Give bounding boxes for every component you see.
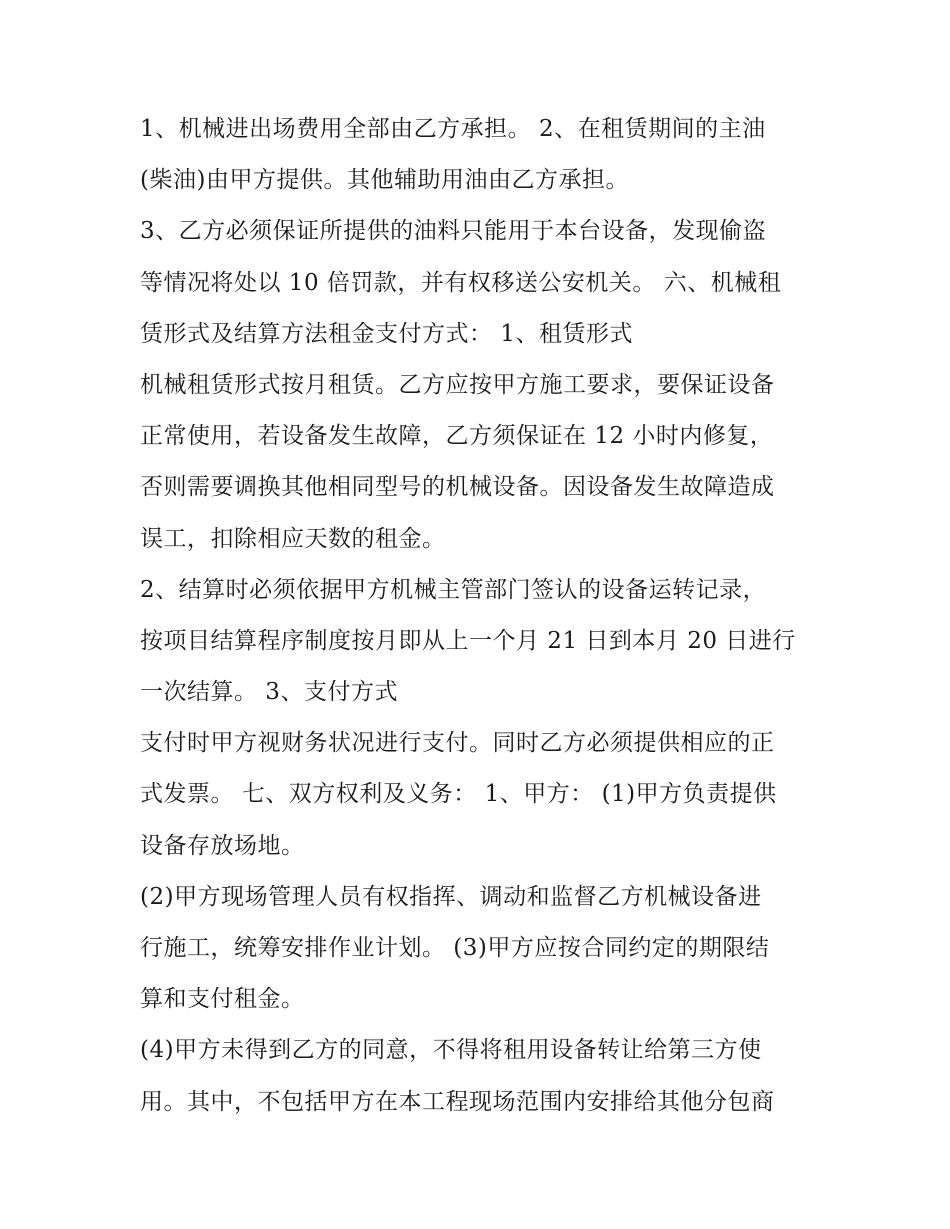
text-line: 机械租赁形式按月租赁。乙方应按甲方施工要求，要保证设备 [140,371,775,398]
text-line: 支付时甲方视财务状况进行支付。同时乙方必须提供相应的正 [140,730,775,757]
text-line: 一次结算。 3、支付方式 [140,679,398,706]
body-text [140,104,840,1128]
text-line: 等情况将处以 10 倍罚款，并有权移送公安机关。 六、机械租 [140,269,782,296]
text-line: 3、乙方必须保证所提供的油料只能用于本台设备，发现偷盗 [140,218,767,245]
text-line: 用。其中，不包括甲方在本工程现场范围内安排给其他分包商 [140,1088,775,1115]
text-line: 2、结算时必须依据甲方机械主管部门签认的设备运转记录， [140,576,767,603]
text-line: 赁形式及结算方法租金支付方式： 1、租赁形式 [140,320,633,347]
text-line: 设备存放场地。 [140,832,305,859]
text-line: 式发票。 七、双方权利及义务： 1、甲方： (1)甲方负责提供 [140,781,777,808]
text-line: (4)甲方未得到乙方的同意，不得将租用设备转让给第三方使 [140,1037,762,1064]
text-line: (柴油)由甲方提供。其他辅助用油由乙方承担。 [140,167,629,194]
text-line: 否则需要调换其他相同型号的机械设备。因设备发生故障造成 [140,474,775,501]
text-line: 按项目结算程序制度按月即从上一个月 21 日到本月 20 日进行 [140,627,796,654]
text-line: 行施工，统筹安排作业计划。 (3)甲方应按合同约定的期限结 [140,935,770,961]
text-line: 误工，扣除相应天数的租金。 [140,525,446,552]
text-line: (2)甲方现场管理人员有权指挥、调动和监督乙方机械设备进 [140,883,762,910]
text-line: 正常使用，若设备发生故障，乙方须保证在 12 小时内修复， [140,423,774,450]
text-line: 1、机械进出场费用全部由乙方承担。 2、在租赁期间的主油 [140,116,766,142]
text-line: 算和支付租金。 [140,986,305,1013]
